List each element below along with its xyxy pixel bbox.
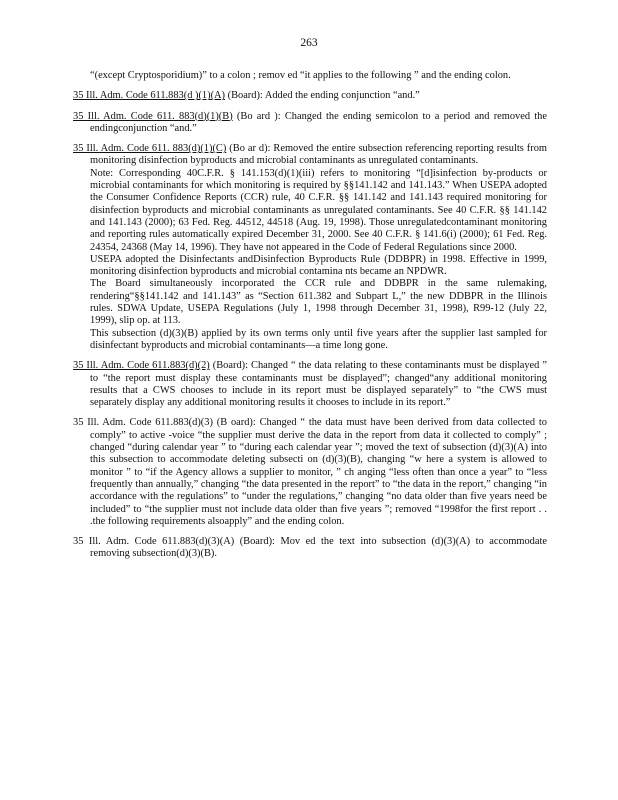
entry-text: (Bo ar d): Removed the entire subsection referencing reporting results from monitoring disinfection byproducts and microbial contaminants as unregulated contaminants. (90, 143, 547, 167)
entry-reference: 35 Ill. Adm. Code 611.883(d )(1)(A) (73, 90, 225, 102)
entry-611-883-d-1-B (73, 111, 547, 136)
entry-611-883-d-3-A (73, 536, 547, 561)
entry-continuation (73, 70, 547, 82)
page-number: 263 (300, 37, 318, 49)
entry-reference: 35 Ill. Adm. Code 611. 883(d)(1)(C) (73, 143, 227, 155)
entry-611-883-d-1-C (73, 143, 547, 352)
document-body (73, 70, 547, 569)
entry-text: (Board): Added the ending conjunction “and.” (227, 90, 420, 102)
entry-text: (Board): Mov ed the text into subsection (d)(3)(A) to accommodate removing subsection(d)(3)(B). (90, 536, 547, 560)
note-paragraph: Note: Corresponding 40C.F.R. § 141.153(d)(1)(iii) refers to monitoring “[d]isinfection by-products or microbial contaminants for which monitoring is required by §§141.142 and 141.143.” When USEPA adopted the Consumer Confidence Reports (CCR) rule, 40 C.F.R. §§ 141.142 and 141.143 required monitoring for disinfection byproducts and microbial contaminants as unregulated contaminants. See 40 C.F.R. §§ 141.142 and 141.143 (2000); 63 Fed. Reg. 44512, 44518 (Aug. 19, 1998). Those unregulatedcontaminant monitoring and reporting rules automatically expired December 31, 2000. See 40 C.F.R. § 141.6(i) (2000); 61 Fed. Reg. 24354, 24368 (May 14, 1996). They have not appeared in the Code of Federal Regulations since 2000. (90, 167, 547, 253)
entry-reference: 35 Ill. Adm. Code 611.883(d)(2) (73, 360, 210, 372)
entry-611-883-d-1-A (73, 90, 547, 102)
entry-text: (B oard): Changed “ the data must have been derived from data collected to comply” to active -voice “the supplier must derive the data in the report from data it collected to comply” ; changed “during calendar year ” to “during each calendar year ”; moved the text of subsection (d)(3)(A) into this subsection to accommodate deleting subsecti on (d)(3)(B), changing “w here a system is allowed to monitor ” to “if the Agency allows a supplier to monitor, ” ch anging “less often than once a year” to “less frequently than annually,” changing “the data presented in the report” to “the data in the report,” changing “in accordance with the regulations” to “under the regulations,” changing “no data older than five years need be included” to “the supplier must not include data older than five years ”; removed “1998for the first report . . .the following requirements alsoapply” and the ending colon. (90, 417, 547, 527)
entry-611-883-d-2 (73, 360, 547, 409)
entry-reference: 35 Ill. Adm. Code 611. 883(d)(1)(B) (73, 110, 233, 122)
ddbpr-paragraph: USEPA adopted the Disinfectants andDisinfection Byproducts Rule (DDBPR) in 1998. Effective in 1999, monitoring disinfection byproducts and microbial contamina nts became an NPDWR. (90, 253, 547, 278)
expiry-paragraph: This subsection (d)(3)(B) applied by its own terms only until five years after the supplier last sampled for disinfectant byproducts and microbial contaminants—a time long gone. (90, 327, 547, 351)
entry-text: (Bo ard ): Changed the ending semicolon to a period and removed the endingconjunction “and.” (90, 110, 547, 134)
entry-611-883-d-3 (73, 417, 547, 528)
entry-reference: 35 Ill. Adm. Code 611.883(d)(3) (73, 417, 213, 429)
entry-reference: 35 Ill. Adm. Code 611.883(d)(3)(A) (73, 536, 235, 548)
entry-text: “(except Cryptosporidium)” to a colon ; remov ed “it applies to the following ” and the ending colon. (90, 70, 511, 81)
entry-text: (Board): Changed “ the data relating to these contaminants must be displayed ” to “the report must display these contaminants must be displayed”; changed“any additional monitoring results that a CWS chooses to include in its report must be displayed separately” to “the CWS must separately display any additional monitoring results it chooses to include in its report.” (90, 360, 547, 409)
ccr-paragraph: The Board simultaneously incorporated the CCR rule and DDBPR in the same rulemaking, rendering“§§141.142 and 141.143” as “Section 611.382 and Subpart L,” the new DDBPR in the Illinois rules. SDWA Update, USEPA Regulations (July 1, 1998 through December 31, 1998), R99-12 (July 22, 1999), slip op. at 113. (90, 278, 547, 327)
